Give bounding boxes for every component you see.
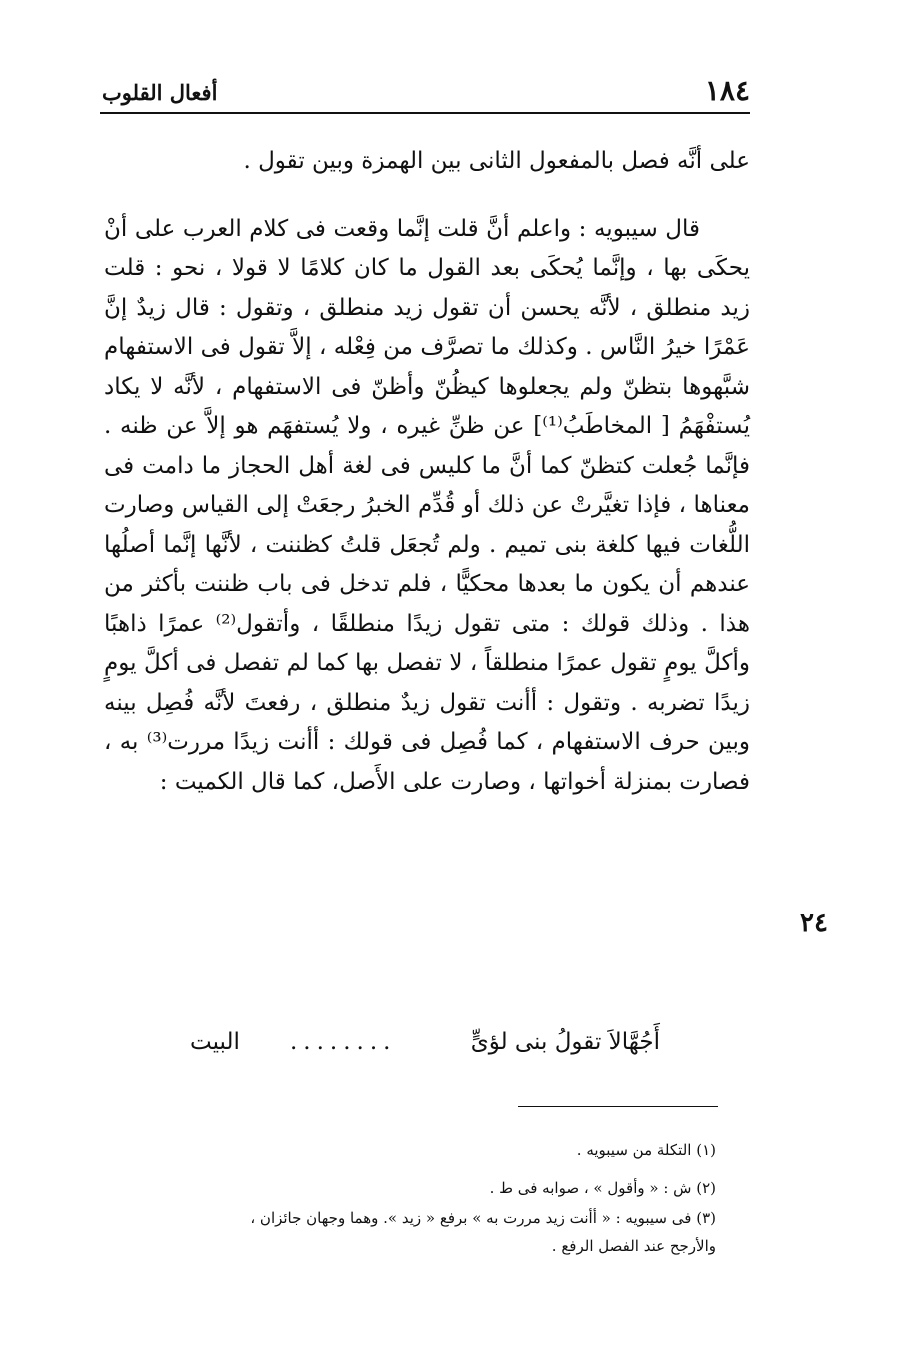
footnote-separator (518, 1106, 718, 1107)
footnote-3-continuation: والأرجح عند الفصل الرفع . (551, 1237, 716, 1255)
main-text (104, 142, 750, 802)
paragraph-sibawayh-quote: قال سيبويه : واعلم أنَّ قلت إنَّما وقعت فى كلام العرب على أنْ يحكَى بها ، وإنَّما يُحكَى بعد القول ما كان كلامًا لا قولا ، نحو : قلت زيد منطلق ، لأنَّه يحسن أن تقول زيد منطلق ، وتقول : قال زيدٌ إنَّ عَمْرًا خيرُ النَّاس . وكذلك ما تصرَّف من فِعْله ، إلاَّ تقول فى الاستفهام شبَّهوها بتظنّ ولم يجعلوها كيظُنّ وأظنّ فى الاستفهام ، لأنَّه لا يكاد يُستفْهَمُ [ المخاطَبُ⁽¹⁾] عن ظنِّ غيره ، ولا يُستفهَم هو إلاَّ عن ظنه . فإنَّما جُعلت كتظنّ كما أنَّ ما كليس فى لغة أهل الحجاز ما دامت فى معناها ، فإذا تغيَّرتْ عن ذلك أو قُدِّم الخبرُ رجعَتْ إلى القياس وصارت اللُّغات فيها كلغة بنى تميم . ولم تُجعَل قلتُ كظننت ، لأنَّها إنَّما أصلُها عندهم أن يكون ما بعدها محكيًّا ، فلم تدخل فى باب ظننت بأكثر من هذا . وذلك قولك : متى تقول زيدًا منطلقًا ، وأتقول⁽²⁾ عمرًا ذاهبًا وأكلَّ يومٍ تقول عمرًا منطلقاً ، لا تفصل بها كما لم تفصل فى أكلَّ يومٍ زيدًا تضربه . وتقول : أأنت تقول زيدٌ منطلق ، رفعتَ لأنَّه فُصِل بينه وبين حرف الاستفهام ، كما فُصِل فى قولك : أأنت زيدًا مررت⁽³⁾ به ، فصارت بمنزلة أخواتها ، وصارت على الأَصل، كما قال الكميت : (104, 215, 750, 795)
margin-line-number: ٢٤ (800, 908, 828, 938)
verse-ellipsis: ........ (290, 1029, 397, 1055)
paragraph-continuation: على أنَّه فصل بالمفعول الثانى بين الهمزة وبين تقول . (243, 148, 750, 174)
verse-bayt-label: البيت (190, 1029, 240, 1055)
footnote-2: (٢) ش : « وأقول » ، صوابه فى ط . (489, 1179, 716, 1197)
footnote-3: (٣) فى سيبويه : « أأنت زيد مررت به » برفع « زيد ». وهما وجهان جائزان ، (250, 1209, 716, 1227)
page-number: ١٨٤ (704, 74, 750, 107)
footnote-1: (١) التكلة من سيبويه . (576, 1141, 716, 1159)
verse-hemistich: أَجُهَّالاَ تقولُ بنى لؤىٍّ (470, 1029, 660, 1055)
running-title: أفعال القلوب (102, 80, 218, 105)
footnotes (104, 1136, 716, 1262)
poetry-verse (190, 1022, 660, 1062)
page-header (100, 72, 750, 114)
